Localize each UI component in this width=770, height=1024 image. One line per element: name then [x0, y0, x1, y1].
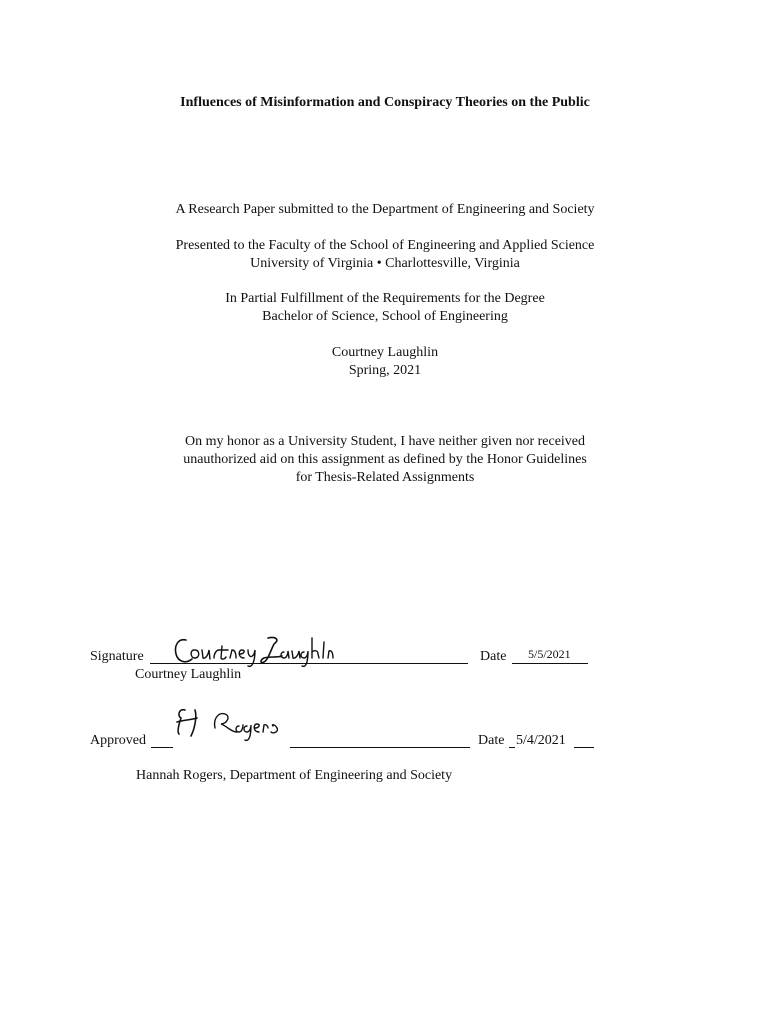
handwritten-signature-icon	[175, 706, 287, 742]
approval-date-value: 5/4/2021	[516, 733, 566, 748]
presented-line: Presented to the Faculty of the School of Engineering and Applied Science	[175, 238, 595, 253]
honor-pledge-line-2: unauthorized aid on this assignment as defined by the Honor Guidelines	[183, 452, 587, 467]
approval-line	[290, 747, 470, 748]
honor-pledge-line-1: On my honor as a University Student, I have neither given nor received	[184, 434, 586, 449]
approved-label: Approved	[90, 733, 146, 748]
page-title: Influences of Misinformation and Conspiracy Theories on the Public	[180, 95, 590, 110]
signature-date-value: 5/5/2021	[528, 647, 571, 661]
submission-line: A Research Paper submitted to the Department of Engineering and Society	[175, 202, 595, 217]
approval-date-line-left	[509, 747, 515, 748]
degree-line: Bachelor of Science, School of Engineering	[262, 309, 508, 324]
fulfillment-line: In Partial Fulfillment of the Requirements for the Degree	[225, 291, 545, 306]
author-name: Courtney Laughlin	[331, 345, 439, 360]
signer-printed-name: Courtney Laughlin	[135, 667, 242, 682]
signature-date-line	[512, 663, 588, 664]
approval-date-label: Date	[478, 733, 505, 748]
approval-date-line-right	[574, 747, 594, 748]
honor-pledge-line-3: for Thesis-Related Assignments	[295, 470, 475, 485]
signature-label: Signature	[90, 649, 144, 664]
approval-line-short	[151, 747, 173, 748]
approver-name: Hannah Rogers, Department of Engineering and Society	[136, 768, 453, 783]
signature-date-label: Date	[480, 649, 507, 664]
term: Spring, 2021	[348, 363, 422, 378]
handwritten-signature-icon	[172, 632, 337, 670]
university-line: University of Virginia • Charlottesville, Virginia	[250, 256, 520, 271]
